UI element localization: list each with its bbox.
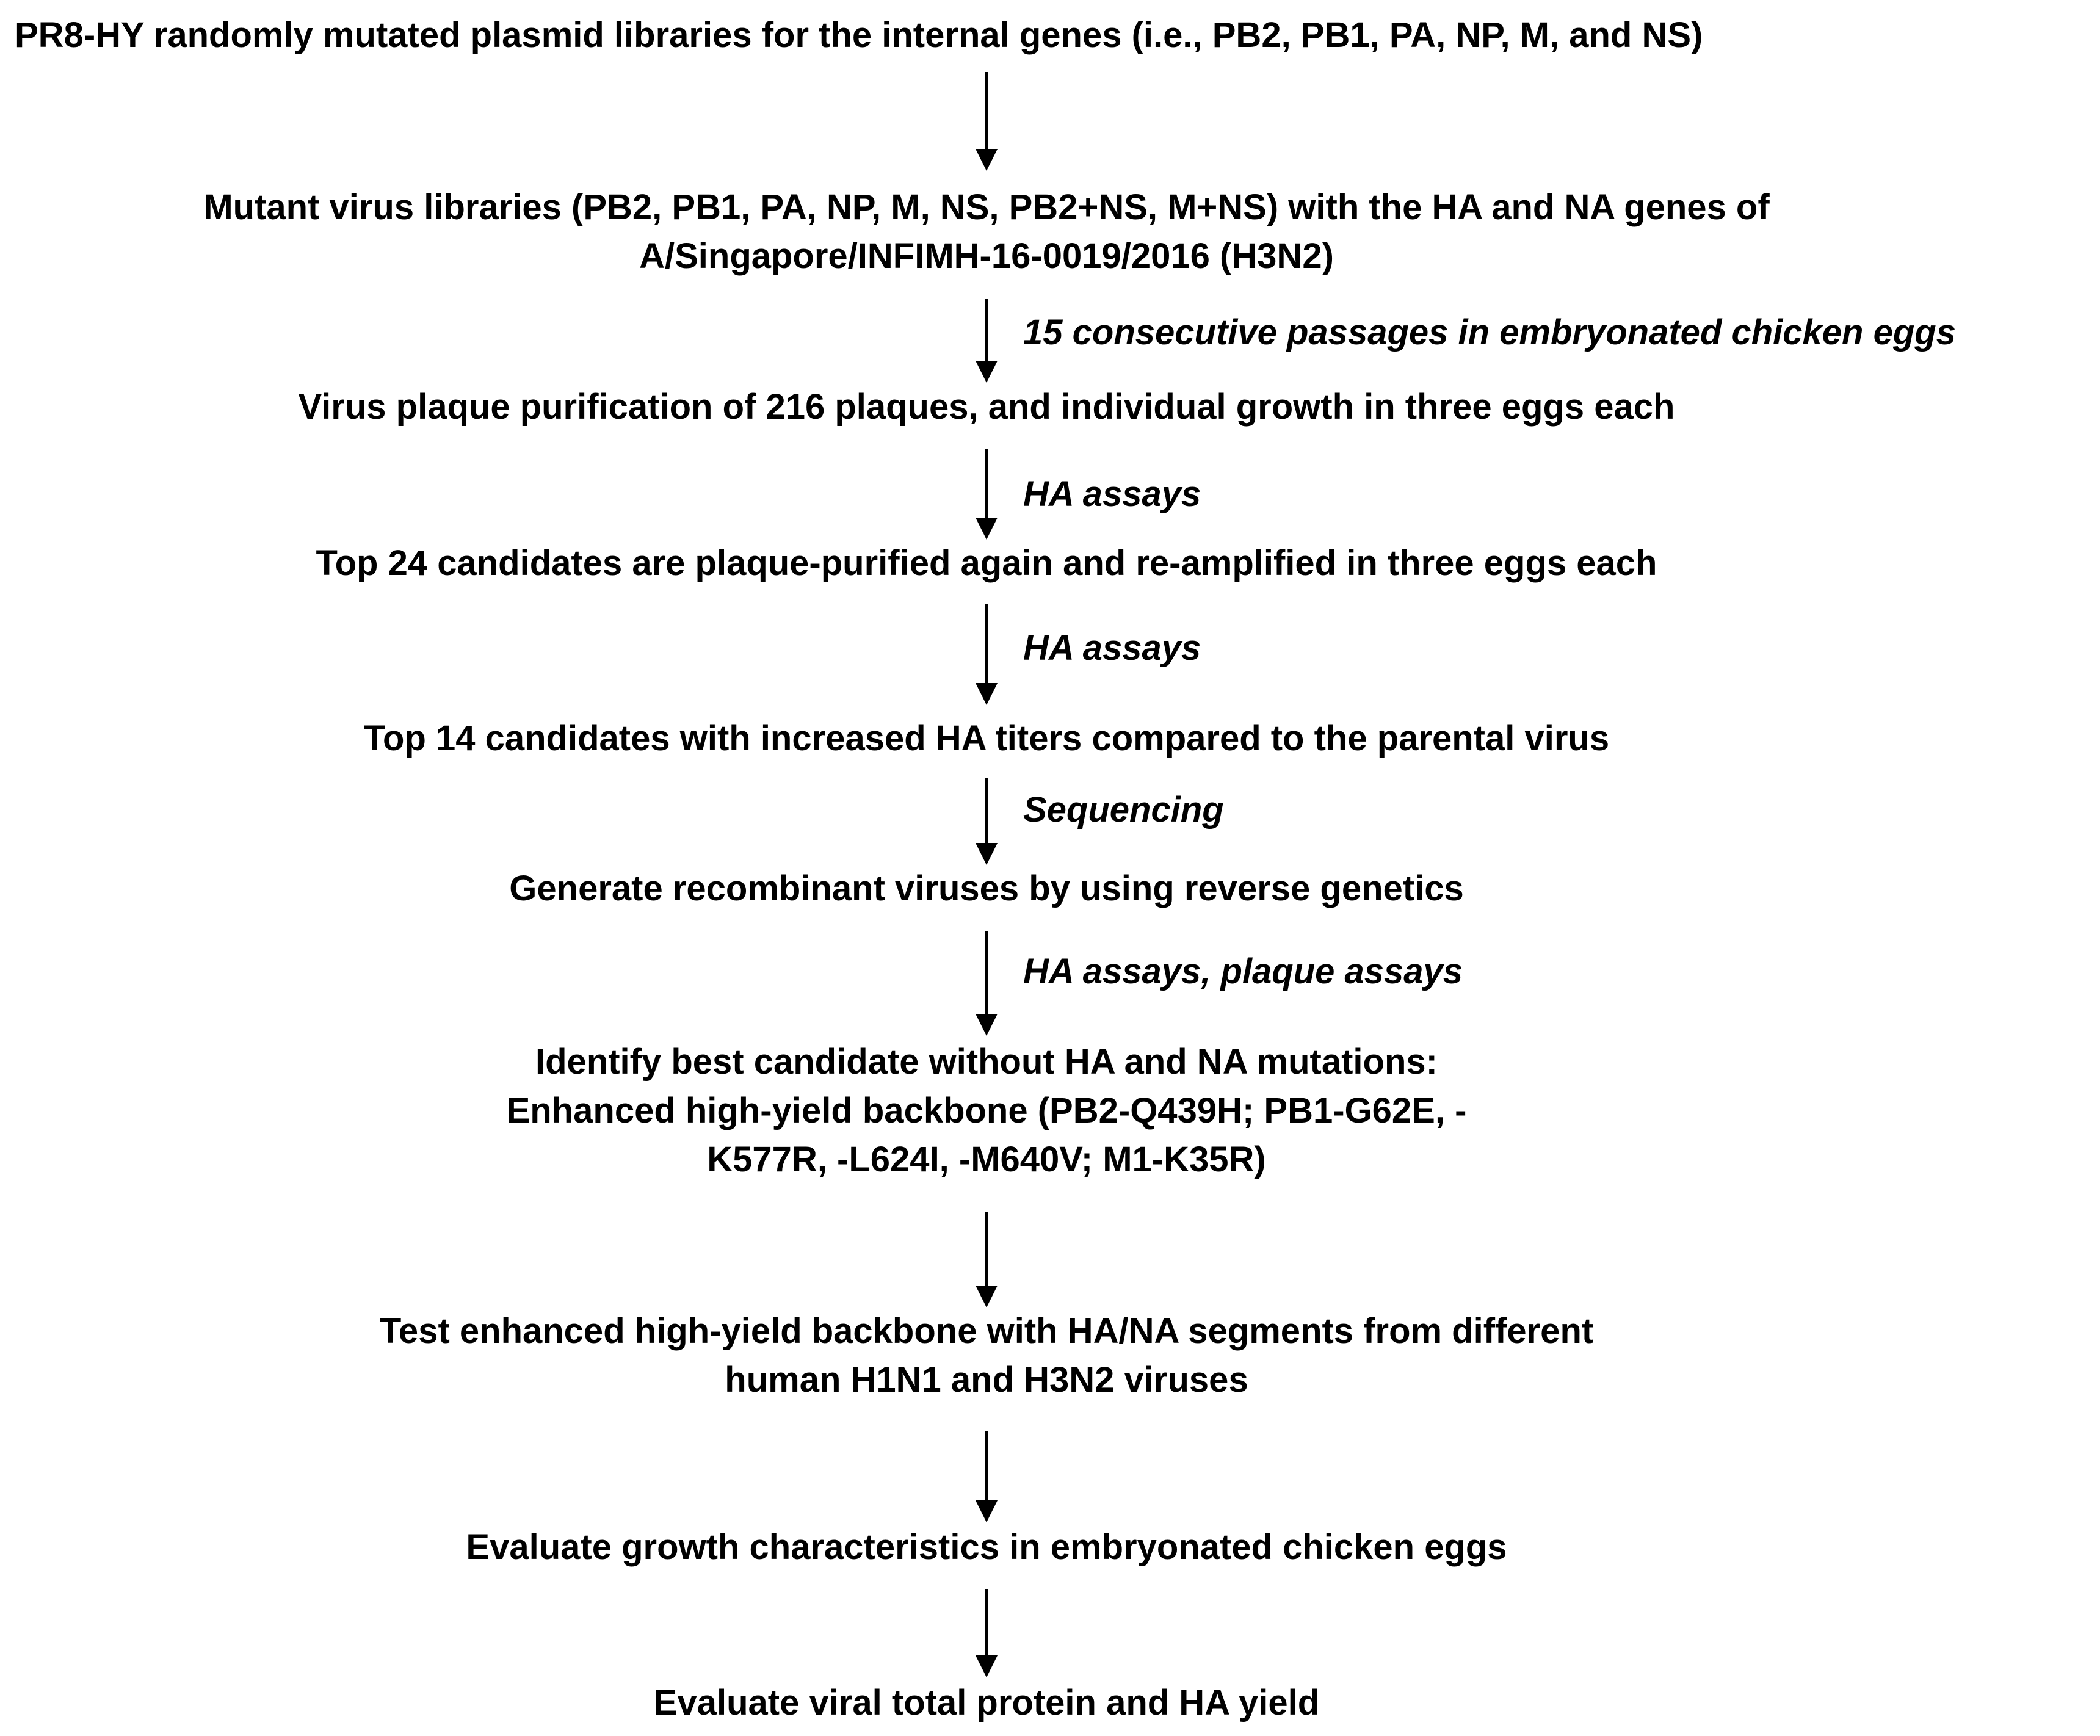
arrow-label-6: HA assays, plaque assays (1023, 952, 1463, 991)
arrow-5 (976, 778, 998, 865)
arrow-2 (976, 299, 998, 383)
flow-step-1-line-1: PR8-HY randomly mutated plasmid libraries for the internal genes (i.e., PB2, PB1, PA, NP, M, and NS) (15, 15, 1703, 55)
flow-step-2-line-1: Mutant virus libraries (PB2, PB1, PA, NP, M, NS, PB2+NS, M+NS) with the HA and NA genes of (203, 187, 1770, 227)
flow-step-6-line-1: Generate recombinant viruses by using reverse genetics (509, 869, 1464, 908)
arrow-label-3: HA assays (1023, 474, 1201, 514)
arrow-label-2: 15 consecutive passages in embryonated chicken eggs (1023, 313, 1956, 352)
flow-step-8-line-2: human H1N1 and H3N2 viruses (725, 1360, 1248, 1400)
arrow-9 (976, 1589, 998, 1677)
arrow-4 (976, 604, 998, 705)
flow-step-7-line-1: Identify best candidate without HA and NA mutations: (535, 1042, 1438, 1082)
flow-step-5-line-1: Top 14 candidates with increased HA titers compared to the parental virus (363, 718, 1610, 758)
arrow-label-5: Sequencing (1023, 790, 1224, 830)
flow-step-8-line-1: Test enhanced high-yield backbone with HA/NA segments from different (379, 1311, 1594, 1351)
arrow-6 (976, 931, 998, 1036)
flow-step-2-line-2: A/Singapore/INFIMH-16-0019/2016 (H3N2) (639, 236, 1334, 276)
arrow-8 (976, 1431, 998, 1522)
arrow-7 (976, 1212, 998, 1307)
flow-step-9-line-1: Evaluate growth characteristics in embryonated chicken eggs (466, 1527, 1507, 1567)
flow-step-7-line-2: Enhanced high-yield backbone (PB2-Q439H; PB1-G62E, - (506, 1091, 1467, 1130)
flow-step-4-line-1: Top 24 candidates are plaque-purified again and re-amplified in three eggs each (316, 543, 1657, 583)
arrow-label-4: HA assays (1023, 628, 1201, 668)
arrow-1 (976, 72, 998, 171)
flow-step-7-line-3: K577R, -L624I, -M640V; M1-K35R) (707, 1140, 1266, 1179)
arrow-3 (976, 449, 998, 540)
flow-step-3-line-1: Virus plaque purification of 216 plaques, and individual growth in three eggs each (298, 387, 1675, 427)
flow-step-10-line-1: Evaluate viral total protein and HA yield (653, 1683, 1320, 1723)
